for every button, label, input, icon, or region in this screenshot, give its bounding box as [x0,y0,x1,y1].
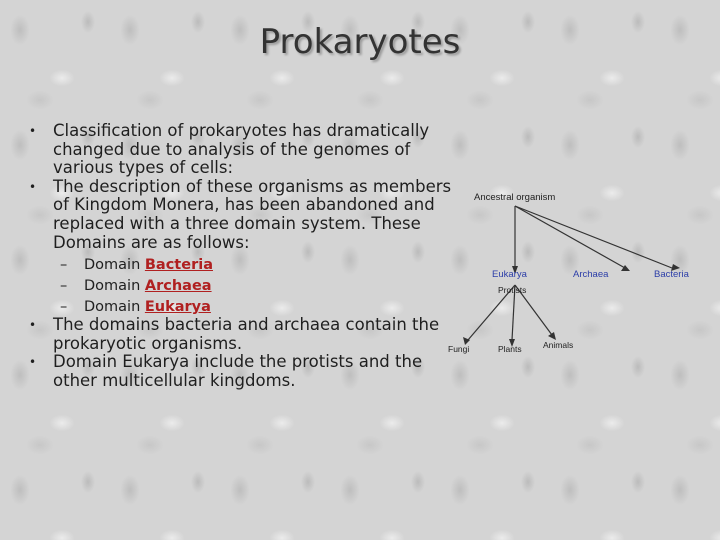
domain-tree-diagram [440,180,720,360]
slide-title: Prokaryotes [259,22,461,62]
dash-icon: – [60,278,68,295]
branch-line [515,206,672,268]
bullet-icon: • [29,179,37,194]
bullet-item [26,353,456,390]
bullet-text: The description of these organisms as members of Kingdom Monera, has been abandoned and replaced with a three domain system. These Domains are as follows: [53,176,452,252]
plants-label: Plants [498,344,522,354]
animals-label: Animals [543,340,574,350]
branch-line [515,206,625,268]
archaea-label: Archaea [573,269,609,280]
bullet-item [26,122,456,178]
domain-archaea-link[interactable]: Archaea [144,278,212,295]
bullet-icon: • [29,318,37,333]
bullet-text: The domains bacteria and archaea contain the prokaryotic organisms. [53,315,440,353]
bullet-text: Classification of prokaryotes has dramatically changed due to analysis of the genomes of various types of cells: [53,121,430,178]
domain-list [26,255,456,318]
domain-bacteria-link[interactable]: Bacteria [144,257,213,274]
domain-prefix: Domain [84,257,145,274]
slide-body [26,122,456,391]
bullet-item [26,316,456,353]
domain-eukarya-link[interactable]: Eukarya [144,299,211,316]
protists-label: Protists [498,285,527,295]
bullet-item [26,178,456,252]
bullet-icon: • [29,355,37,370]
dash-icon: – [60,257,68,274]
bacteria-label: Bacteria [654,269,689,280]
domain-list-item [26,276,456,297]
bullet-icon: • [29,124,37,138]
eukarya-label: Eukarya [492,269,527,280]
ancestral-organism-label: Ancestral organism [474,192,556,203]
domain-list-item [26,255,456,276]
bullet-text: Domain Eukarya include the protists and the other multicellular kingdoms. [53,352,423,390]
fungi-label: Fungi [448,344,470,354]
domain-prefix: Domain [84,278,145,295]
domain-prefix: Domain [84,299,145,316]
arrowhead-icon [548,332,556,340]
dash-icon: – [60,299,68,316]
